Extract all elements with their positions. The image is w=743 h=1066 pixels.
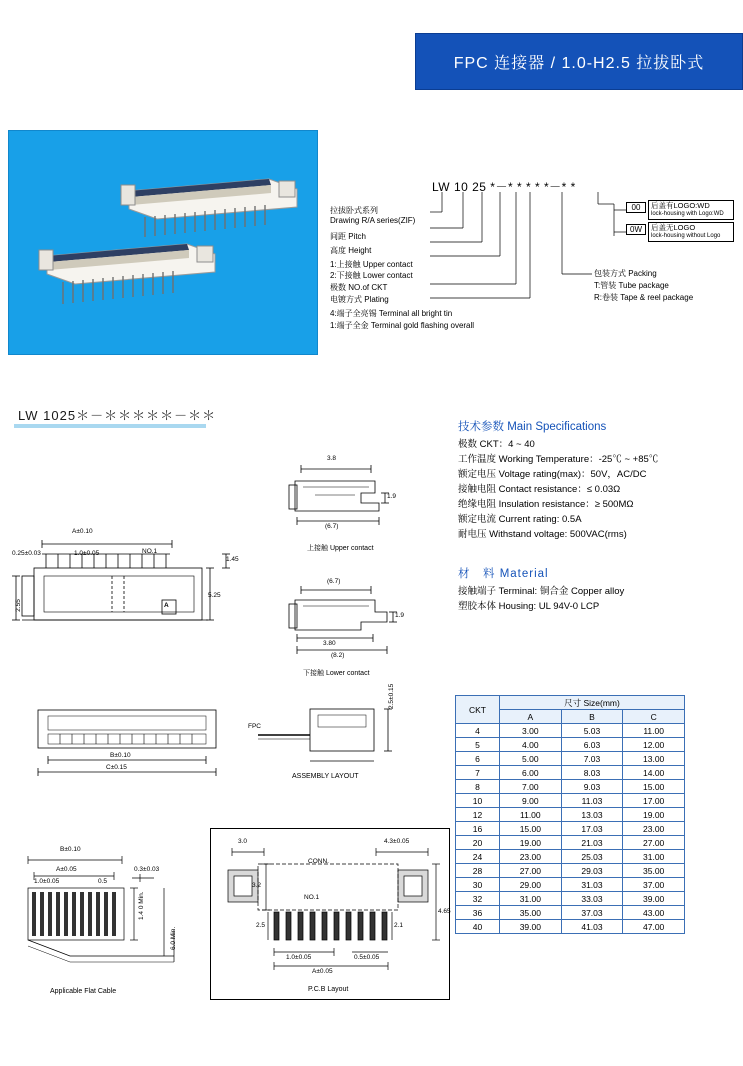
cell-ckt: 16 <box>456 822 500 836</box>
dim-fc-14min: 1.4 0 Min. <box>138 891 145 920</box>
cell-a: 31.00 <box>500 892 562 906</box>
table-row <box>456 836 685 850</box>
cell-b: 37.03 <box>561 906 623 920</box>
top-view-svg <box>18 700 258 810</box>
legend-upper-contact: 1:上接触 Upper contact <box>330 260 413 269</box>
dim-pcb-25: 2.5 <box>256 922 266 929</box>
logo-desc-0w-en: lock-housing without Logo <box>651 232 721 239</box>
dim-pcb-pitch: 1.0±0.05 <box>286 954 312 961</box>
cell-a: 11.00 <box>500 808 562 822</box>
dim-fc-05: 0.5 <box>98 878 108 885</box>
size-table-col-b: B <box>561 710 623 724</box>
material-housing: 塑胶本体 Housing: UL 94V-0 LCP <box>458 601 600 612</box>
cell-c: 31.00 <box>623 850 685 864</box>
cell-b: 33.03 <box>561 892 623 906</box>
cell-c: 43.00 <box>623 906 685 920</box>
label-fpc: FPC <box>248 723 261 730</box>
dim-fc-b: B±0.10 <box>60 846 81 853</box>
caption-upper-contact: 上接触 Upper contact <box>307 545 374 552</box>
cell-a: 23.00 <box>500 850 562 864</box>
dim-pitch: 1.0±0.05 <box>74 550 100 557</box>
cell-ckt: 36 <box>456 906 500 920</box>
cell-a: 19.00 <box>500 836 562 850</box>
drawing-side-view <box>12 520 262 650</box>
cell-ckt: 20 <box>456 836 500 850</box>
cell-c: 35.00 <box>623 864 685 878</box>
dim-mark-a: A <box>164 602 169 609</box>
caption-lower-contact: 下接触 Lower contact <box>303 670 370 677</box>
dim-025: 0.25±0.03 <box>12 550 41 557</box>
table-row <box>456 766 685 780</box>
cell-ckt: 10 <box>456 794 500 808</box>
dim-lc-19: 1.9 <box>395 612 405 619</box>
dim-b-tol: B±0.10 <box>110 752 131 759</box>
table-row <box>456 864 685 878</box>
dim-pcb-32: 3.2 <box>252 882 262 889</box>
legend-packing-reel: R:卷装 Tape & reel package <box>594 293 694 302</box>
cell-c: 15.00 <box>623 780 685 794</box>
material-terminal: 接触端子 Terminal: 铜合金 Copper alloy <box>458 586 625 597</box>
drawing-lower-contact <box>275 578 425 688</box>
cell-b: 21.03 <box>561 836 623 850</box>
model-label: LW 1025＊－＊＊＊＊＊－＊＊ <box>18 408 217 423</box>
dim-525: 5.25 <box>208 592 221 599</box>
dim-fc-a: A±0.05 <box>56 866 77 873</box>
table-row <box>456 794 685 808</box>
cell-b: 11.03 <box>561 794 623 808</box>
caption-flat-cable: Applicable Flat Cable <box>50 988 117 995</box>
cell-c: 11.00 <box>623 724 685 738</box>
cell-ckt: 7 <box>456 766 500 780</box>
logo-desc-00-en: lock-housing with Logo:WD <box>651 210 724 217</box>
cell-c: 37.00 <box>623 878 685 892</box>
dim-pcb-43: 4.3±0.05 <box>384 838 410 845</box>
cell-c: 17.00 <box>623 794 685 808</box>
dim-fc-pitch: 1.0±0.05 <box>34 878 60 885</box>
legend-series-cn: 拉拔卧式系列 <box>330 206 378 215</box>
cell-b: 41.03 <box>561 920 623 934</box>
table-row <box>456 822 685 836</box>
caption-assembly-layout: ASSEMBLY LAYOUT <box>292 773 359 780</box>
assembly-layout-svg <box>248 695 438 805</box>
cell-ckt: 5 <box>456 738 500 752</box>
legend-plating-tin: 4:端子全亮锡 Terminal all bright tin <box>330 309 453 318</box>
spec-voltage: 额定电压 Voltage rating(max)：50V，AC/DC <box>458 469 647 480</box>
page-title: FPC 连接器 / 1.0-H2.5 拉拔卧式 <box>453 55 705 72</box>
dim-67: (6.7) <box>325 523 339 530</box>
cell-a: 35.00 <box>500 906 562 920</box>
logo-desc-0w-cn: 后盖无LOGO <box>651 223 696 232</box>
table-row <box>456 906 685 920</box>
material-title: 材 料 Material <box>458 568 549 580</box>
dim-25-015: 2.5±0.15 <box>388 683 395 709</box>
dim-pcb-30: 3.0 <box>238 838 248 845</box>
dim-no1: NO.1 <box>142 548 158 555</box>
cell-b: 13.03 <box>561 808 623 822</box>
model-underline <box>14 424 206 428</box>
dim-lc-67: (6.7) <box>327 578 341 585</box>
table-row <box>456 808 685 822</box>
drawing-upper-contact <box>275 455 425 565</box>
cell-ckt: 32 <box>456 892 500 906</box>
dim-fc-60min: 6.0 Min. <box>170 926 177 950</box>
drawing-assembly-layout <box>248 683 438 805</box>
dim-pcb-465: 4.65 <box>438 908 451 915</box>
part-number-decode <box>330 170 735 355</box>
cell-a: 5.00 <box>500 752 562 766</box>
dim-38: 3.8 <box>327 455 337 462</box>
table-row <box>456 738 685 752</box>
cell-ckt: 24 <box>456 850 500 864</box>
cell-a: 3.00 <box>500 724 562 738</box>
logo-desc-0w <box>648 222 734 242</box>
spec-temperature: 工作温度 Working Temperature：-25℃ ~ +85℃ <box>458 454 659 465</box>
legend-plating: 电镀方式 Plating <box>330 295 389 304</box>
dim-lc-82: (8.2) <box>331 652 345 659</box>
table-row <box>456 892 685 906</box>
dim-pcb-a: A±0.05 <box>312 968 333 975</box>
size-table <box>455 695 685 934</box>
cell-ckt: 40 <box>456 920 500 934</box>
product-photo-panel <box>8 130 318 355</box>
spec-contact-res: 接触电阻 Contact resistance：≤ 0.03Ω <box>458 484 621 495</box>
cell-c: 19.00 <box>623 808 685 822</box>
dim-19: 1.9 <box>387 493 397 500</box>
dim-fc-03: 0.3±0.03 <box>134 866 160 873</box>
cell-c: 47.00 <box>623 920 685 934</box>
cell-c: 13.00 <box>623 752 685 766</box>
size-table-col-a: A <box>500 710 562 724</box>
drawing-top-view <box>18 700 258 810</box>
drawing-flat-cable <box>14 830 214 1010</box>
legend-packing-tube: T:管装 Tube package <box>594 281 669 290</box>
cell-a: 15.00 <box>500 822 562 836</box>
cell-ckt: 6 <box>456 752 500 766</box>
cell-ckt: 4 <box>456 724 500 738</box>
dim-pcb-05: 0.5±0.05 <box>354 954 380 961</box>
cell-b: 6.03 <box>561 738 623 752</box>
cell-a: 27.00 <box>500 864 562 878</box>
logo-key-0w: 0W <box>626 224 646 235</box>
table-row <box>456 780 685 794</box>
logo-key-00: 00 <box>626 202 646 213</box>
table-row <box>456 878 685 892</box>
cell-ckt: 8 <box>456 780 500 794</box>
cell-c: 27.00 <box>623 836 685 850</box>
cell-ckt: 30 <box>456 878 500 892</box>
logo-desc-00 <box>648 200 734 220</box>
dim-255: 2.55 <box>14 599 22 612</box>
legend-packing-title: 包装方式 Packing <box>594 269 657 278</box>
cell-ckt: 12 <box>456 808 500 822</box>
cell-b: 5.03 <box>561 724 623 738</box>
spec-ckt: 极数 CKT：4 ~ 40 <box>458 439 535 450</box>
cell-a: 7.00 <box>500 780 562 794</box>
specifications-block <box>458 418 738 542</box>
legend-plating-gold: 1:端子全金 Terminal gold flashing overall <box>330 321 475 330</box>
size-table-group-header: 尺寸 Size(mm) <box>500 696 685 710</box>
size-table-ckt-header: CKT <box>456 696 500 724</box>
dim-lc-380: 3.80 <box>323 640 336 647</box>
spec-insul-res: 绝缘电阻 Insulation resistance：≥ 500MΩ <box>458 499 634 510</box>
legend-no-of-ckt: 极数 NO.of CKT <box>330 283 388 292</box>
cell-ckt: 28 <box>456 864 500 878</box>
flat-cable-svg <box>14 830 214 1010</box>
cell-b: 7.03 <box>561 752 623 766</box>
connector-illustration-lower <box>37 226 227 316</box>
specifications-title: 技术参数 Main Specifications <box>458 421 607 433</box>
legend-height: 高度 Height <box>330 246 372 255</box>
cell-b: 9.03 <box>561 780 623 794</box>
table-row <box>456 850 685 864</box>
side-view-svg <box>12 520 262 650</box>
drawing-pcb-layout <box>212 830 451 998</box>
cell-b: 29.03 <box>561 864 623 878</box>
legend-series-en: Drawing R/A series(ZIF) <box>330 216 416 225</box>
cell-b: 17.03 <box>561 822 623 836</box>
dim-a-tol: A±0.10 <box>72 528 93 535</box>
spec-current: 额定电流 Current rating: 0.5A <box>458 514 582 525</box>
logo-desc-00-cn: 后盖有LOGO:WD <box>651 201 710 210</box>
label-pcb-no1: NO.1 <box>304 894 320 901</box>
dim-c-tol: C±0.15 <box>106 764 127 771</box>
table-row <box>456 752 685 766</box>
cell-c: 39.00 <box>623 892 685 906</box>
material-block <box>458 565 738 614</box>
cell-a: 29.00 <box>500 878 562 892</box>
cell-b: 8.03 <box>561 766 623 780</box>
legend-lower-contact: 2:下接触 Lower contact <box>330 271 413 280</box>
size-table-col-c: C <box>623 710 685 724</box>
page-header <box>415 33 743 90</box>
table-row <box>456 724 685 738</box>
caption-pcb-layout: P.C.B Layout <box>308 986 349 993</box>
cell-c: 12.00 <box>623 738 685 752</box>
cell-a: 9.00 <box>500 794 562 808</box>
spec-withstand: 耐电压 Withstand voltage: 500VAC(rms) <box>458 529 627 540</box>
cell-a: 6.00 <box>500 766 562 780</box>
part-number-code: LW 10 25 *－* * * * *－* * <box>432 180 576 194</box>
dim-145: 1.45 <box>226 556 239 563</box>
cell-b: 31.03 <box>561 878 623 892</box>
label-conn: CONN. <box>308 858 329 865</box>
legend-pitch: 间距 Pitch <box>330 232 367 241</box>
cell-c: 23.00 <box>623 822 685 836</box>
cell-b: 25.03 <box>561 850 623 864</box>
cell-c: 14.00 <box>623 766 685 780</box>
cell-a: 4.00 <box>500 738 562 752</box>
cell-a: 39.00 <box>500 920 562 934</box>
dim-pcb-21: 2.1 <box>394 922 404 929</box>
table-row <box>456 920 685 934</box>
